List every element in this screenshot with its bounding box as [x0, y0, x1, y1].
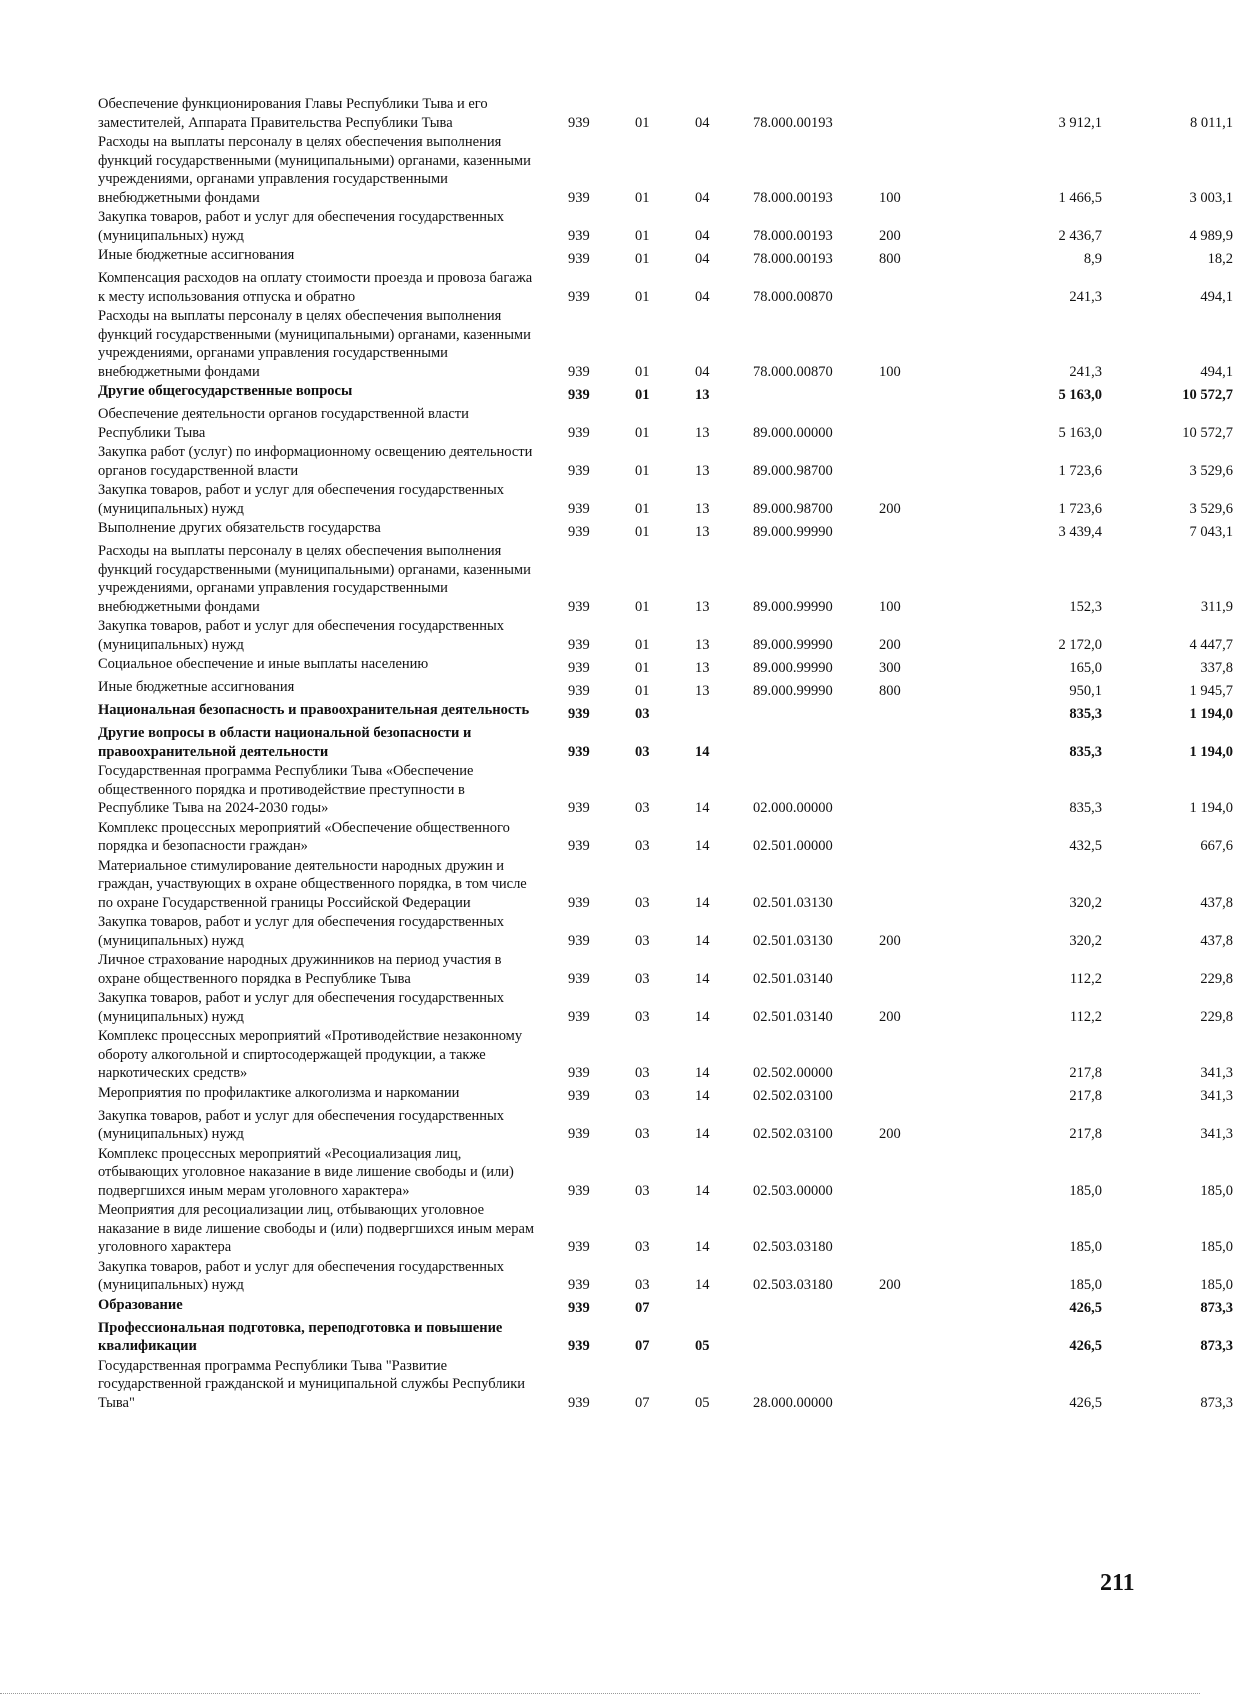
- table-row: [98, 1027, 1233, 1083]
- row-ministry-code: 939: [568, 1277, 590, 1293]
- row-description: Иные бюджетные ассигнования: [98, 247, 295, 263]
- row-description: Закупка товаров, работ и услуг для обеспечения государственных (муниципальных) нужд: [98, 482, 505, 517]
- row-amount-second: 10 572,7: [1182, 424, 1233, 441]
- table-row: [98, 989, 1233, 1026]
- row-target-item-code: 02.502.03100: [753, 1088, 833, 1104]
- row-ministry-code: 939: [568, 1300, 590, 1316]
- row-description: Закупка товаров, работ и услуг для обеспечения государственных (муниципальных) нужд: [98, 618, 505, 653]
- row-ministry-code: 939: [568, 1088, 590, 1104]
- row-amount-first: 112,2: [1069, 970, 1102, 987]
- table-row: [98, 382, 1233, 404]
- row-ministry-code: 939: [568, 970, 590, 987]
- row-ministry-code: 939: [568, 189, 590, 206]
- row-ministry-code: 939: [568, 838, 590, 854]
- row-amount-second: 667,6: [1200, 838, 1233, 854]
- row-target-item-code: 89.000.99990: [753, 659, 833, 676]
- table-row: [98, 913, 1233, 950]
- row-amount-first: 426,5: [1069, 1338, 1102, 1354]
- row-amount-second: 3 003,1: [1189, 189, 1233, 206]
- row-ministry-code: 939: [568, 705, 590, 722]
- row-section-code: 03: [635, 932, 650, 949]
- row-amount-second: 3 529,6: [1189, 462, 1233, 479]
- row-ministry-code: 939: [568, 659, 590, 676]
- row-amount-second: 873,3: [1200, 1300, 1233, 1316]
- row-section-code: 03: [635, 1239, 650, 1255]
- row-expense-type-code: 200: [879, 1126, 901, 1142]
- table-row: [98, 1145, 1233, 1201]
- row-subsection-code: 04: [695, 250, 710, 267]
- row-description: Закупка работ (услуг) по информационному освещению деятельности органов государственной власти: [98, 444, 533, 479]
- row-amount-second: 1 194,0: [1189, 743, 1233, 760]
- row-section-code: 01: [635, 386, 650, 403]
- row-subsection-code: 13: [695, 682, 710, 699]
- row-amount-first: 2 436,7: [1058, 227, 1102, 244]
- row-description: Закупка товаров, работ и услуг для обеспечения государственных (муниципальных) нужд: [98, 990, 505, 1025]
- row-section-code: 01: [635, 462, 650, 479]
- row-amount-first: 8,9: [1083, 250, 1102, 267]
- row-amount-second: 494,1: [1200, 363, 1233, 380]
- row-target-item-code: 28.000.00000: [753, 1394, 833, 1411]
- row-ministry-code: 939: [568, 227, 590, 244]
- row-description: Расходы на выплаты персоналу в целях обеспечения выполнения функций государственными (муниципальными) органами, казенными учреждениями, органами управления государственными внебюджетными фондами: [98, 134, 531, 206]
- row-subsection-code: 04: [695, 189, 710, 206]
- row-ministry-code: 939: [568, 1182, 590, 1199]
- row-subsection-code: 14: [695, 1239, 710, 1255]
- row-amount-first: 1 723,6: [1058, 500, 1102, 517]
- row-ministry-code: 939: [568, 636, 590, 653]
- row-section-code: 01: [635, 227, 650, 244]
- row-ministry-code: 939: [568, 1394, 590, 1411]
- row-subsection-code: 05: [695, 1394, 710, 1411]
- row-amount-first: 3 912,1: [1058, 114, 1102, 131]
- row-section-code: 01: [635, 500, 650, 517]
- row-target-item-code: 89.000.99990: [753, 523, 833, 540]
- row-amount-second: 4 989,9: [1189, 227, 1233, 244]
- row-subsection-code: 14: [695, 894, 710, 911]
- row-target-item-code: 89.000.00000: [753, 424, 833, 441]
- table-row: [98, 307, 1233, 381]
- row-subsection-code: 13: [695, 523, 710, 540]
- table-row: [98, 519, 1233, 541]
- row-amount-second: 10 572,7: [1182, 386, 1233, 403]
- row-ministry-code: 939: [568, 682, 590, 699]
- row-subsection-code: 14: [695, 800, 710, 816]
- table-row: [98, 246, 1233, 268]
- row-ministry-code: 939: [568, 114, 590, 131]
- row-description: Профессиональная подготовка, переподготовка и повышение квалификации: [98, 1319, 503, 1354]
- row-amount-second: 437,8: [1200, 894, 1233, 911]
- row-amount-second: 337,8: [1200, 659, 1233, 676]
- row-expense-type-code: 200: [879, 932, 901, 949]
- row-description: Национальная безопасность и правоохранительная деятельность: [98, 702, 530, 718]
- row-amount-second: 185,0: [1200, 1239, 1233, 1255]
- row-description: Выполнение других обязательств государства: [98, 520, 381, 536]
- table-row: [98, 762, 1233, 818]
- table-row: [98, 1357, 1233, 1413]
- row-target-item-code: 78.000.00870: [753, 363, 833, 380]
- row-subsection-code: 13: [695, 636, 710, 653]
- row-ministry-code: 939: [568, 288, 590, 305]
- row-amount-second: 185,0: [1200, 1182, 1233, 1199]
- row-amount-second: 229,8: [1200, 1008, 1233, 1025]
- row-target-item-code: 78.000.00193: [753, 114, 833, 131]
- row-amount-first: 5 163,0: [1058, 424, 1102, 441]
- row-ministry-code: 939: [568, 424, 590, 441]
- row-target-item-code: 89.000.99990: [753, 636, 833, 653]
- row-amount-first: 5 163,0: [1058, 386, 1102, 403]
- row-section-code: 01: [635, 598, 650, 615]
- row-ministry-code: 939: [568, 1126, 590, 1142]
- table-row: [98, 443, 1233, 480]
- row-amount-first: 217,8: [1069, 1088, 1102, 1104]
- row-description: Обеспечение деятельности органов государственной власти Республики Тыва: [98, 406, 469, 441]
- row-section-code: 01: [635, 250, 650, 267]
- row-amount-second: 229,8: [1200, 970, 1233, 987]
- row-description: Образование: [98, 1296, 183, 1313]
- row-amount-second: 873,3: [1200, 1338, 1233, 1354]
- row-subsection-code: 04: [695, 288, 710, 305]
- row-amount-first: 426,5: [1069, 1394, 1102, 1411]
- page-number: 211: [1100, 1570, 1135, 1596]
- row-description: Другие вопросы в области национальной безопасности и правоохранительной деятельности: [98, 725, 472, 760]
- row-amount-first: 165,0: [1069, 659, 1102, 676]
- row-section-code: 01: [635, 682, 650, 699]
- row-description: Меоприятия для ресоциализации лиц, отбывающих уголовное наказание в виде лишение свободы и (или) подвергшихся иным мерам уголовного характера: [98, 1202, 535, 1255]
- table-row: [98, 701, 1233, 723]
- row-amount-first: 835,3: [1069, 705, 1102, 722]
- table-row: [98, 655, 1233, 677]
- row-amount-second: 1 945,7: [1189, 682, 1233, 699]
- row-description: Материальное стимулирование деятельности народных дружин и граждан, участвующих в охране общественного порядка, в том числе по охране Государственной границы Российской Федерации: [98, 857, 527, 911]
- budget-table: [98, 95, 1233, 1413]
- row-amount-second: 4 447,7: [1189, 636, 1233, 653]
- row-target-item-code: 02.501.03130: [753, 932, 833, 949]
- row-amount-second: 185,0: [1200, 1277, 1233, 1293]
- row-amount-second: 341,3: [1200, 1088, 1233, 1104]
- row-section-code: 03: [635, 705, 650, 722]
- row-section-code: 01: [635, 288, 650, 305]
- table-row: [98, 1084, 1233, 1106]
- row-subsection-code: 14: [695, 838, 710, 854]
- row-description: Закупка товаров, работ и услуг для обеспечения государственных (муниципальных) нужд: [98, 914, 505, 949]
- row-expense-type-code: 800: [879, 250, 901, 267]
- row-amount-first: 3 439,4: [1058, 523, 1102, 540]
- row-subsection-code: 04: [695, 227, 710, 244]
- row-ministry-code: 939: [568, 500, 590, 517]
- row-subsection-code: 13: [695, 424, 710, 441]
- row-expense-type-code: 100: [879, 598, 901, 615]
- row-ministry-code: 939: [568, 894, 590, 911]
- row-description: Закупка товаров, работ и услуг для обеспечения государственных (муниципальных) нужд: [98, 209, 505, 244]
- row-ministry-code: 939: [568, 743, 590, 760]
- row-amount-first: 426,5: [1069, 1300, 1102, 1316]
- row-description: Личное страхование народных дружинников на период участия в охране общественного порядка в Республике Тыва: [98, 952, 502, 987]
- row-target-item-code: 02.501.03140: [753, 1008, 833, 1025]
- row-ministry-code: 939: [568, 1008, 590, 1025]
- row-section-code: 07: [635, 1394, 650, 1411]
- row-section-code: 03: [635, 1277, 650, 1293]
- row-expense-type-code: 100: [879, 189, 901, 206]
- row-section-code: 01: [635, 424, 650, 441]
- row-amount-second: 1 194,0: [1189, 800, 1233, 816]
- row-amount-first: 432,5: [1069, 838, 1102, 854]
- row-amount-second: 1 194,0: [1189, 705, 1233, 722]
- row-target-item-code: 78.000.00193: [753, 227, 833, 244]
- row-description: Расходы на выплаты персоналу в целях обеспечения выполнения функций государственными (муниципальными) органами, казенными учреждениями, органами управления государственными внебюджетными фондами: [98, 543, 531, 615]
- row-target-item-code: 02.501.03140: [753, 970, 833, 987]
- row-section-code: 03: [635, 1065, 650, 1081]
- row-section-code: 01: [635, 523, 650, 540]
- row-section-code: 01: [635, 114, 650, 131]
- table-row: [98, 1201, 1233, 1257]
- row-ministry-code: 939: [568, 363, 590, 380]
- row-description: Мероприятия по профилактике алкоголизма и наркомании: [98, 1084, 460, 1101]
- row-description: Закупка товаров, работ и услуг для обеспечения государственных (муниципальных) нужд: [98, 1258, 505, 1293]
- row-subsection-code: 13: [695, 462, 710, 479]
- row-section-code: 03: [635, 838, 650, 854]
- row-subsection-code: 14: [695, 1182, 710, 1199]
- row-subsection-code: 14: [695, 1277, 710, 1293]
- row-subsection-code: 14: [695, 1008, 710, 1025]
- row-ministry-code: 939: [568, 250, 590, 267]
- table-row: [98, 405, 1233, 442]
- row-amount-second: 341,3: [1200, 1126, 1233, 1142]
- table-row: [98, 678, 1233, 700]
- row-section-code: 03: [635, 1126, 650, 1142]
- row-amount-first: 2 172,0: [1058, 636, 1102, 653]
- row-description: Государственная программа Республики Тыва «Обеспечение общественного порядка и противодействие преступности в Республике Тыва на 2024-2030 годы»: [98, 763, 474, 816]
- row-expense-type-code: 800: [879, 682, 901, 699]
- table-row: [98, 857, 1233, 913]
- row-amount-first: 152,3: [1069, 598, 1102, 615]
- row-amount-first: 185,0: [1069, 1277, 1102, 1293]
- row-subsection-code: 13: [695, 500, 710, 517]
- row-target-item-code: 89.000.99990: [753, 682, 833, 699]
- row-expense-type-code: 200: [879, 500, 901, 517]
- row-amount-first: 950,1: [1069, 682, 1102, 699]
- row-amount-first: 185,0: [1069, 1239, 1102, 1255]
- row-section-code: 07: [635, 1300, 650, 1316]
- row-description: Компенсация расходов на оплату стоимости проезда и провоза багажа к месту использования отпуска и обратно: [98, 270, 533, 305]
- row-expense-type-code: 100: [879, 363, 901, 380]
- row-amount-first: 217,8: [1069, 1126, 1102, 1142]
- row-amount-first: 112,2: [1069, 1008, 1102, 1025]
- row-amount-second: 3 529,6: [1189, 500, 1233, 517]
- row-expense-type-code: 200: [879, 636, 901, 653]
- row-section-code: 03: [635, 894, 650, 911]
- row-section-code: 03: [635, 743, 650, 760]
- row-description: Иные бюджетные ассигнования: [98, 679, 295, 695]
- row-subsection-code: 14: [695, 1065, 710, 1081]
- row-target-item-code: 02.501.00000: [753, 838, 833, 854]
- row-ministry-code: 939: [568, 1338, 590, 1354]
- row-ministry-code: 939: [568, 800, 590, 816]
- row-amount-first: 835,3: [1069, 743, 1102, 760]
- row-description: Государственная программа Республики Тыва "Развитие государственной гражданской и муниципальной службы Республики Тыва": [98, 1357, 526, 1411]
- row-section-code: 03: [635, 1088, 650, 1104]
- row-amount-second: 311,9: [1200, 598, 1233, 615]
- table-row: [98, 819, 1233, 856]
- row-ministry-code: 939: [568, 462, 590, 479]
- row-expense-type-code: 200: [879, 1277, 901, 1293]
- row-target-item-code: 89.000.98700: [753, 500, 833, 517]
- table-row: [98, 724, 1233, 761]
- row-amount-first: 320,2: [1069, 932, 1102, 949]
- row-amount-second: 8 011,1: [1190, 114, 1233, 131]
- row-description: Комплекс процессных мероприятий «Ресоциализация лиц, отбывающих уголовное наказание в виде лишение свободы и (или) подвергшихся иным мерам уголовного характера»: [98, 1145, 514, 1199]
- row-amount-first: 241,3: [1069, 363, 1102, 380]
- row-expense-type-code: 300: [879, 659, 901, 676]
- row-amount-first: 1 466,5: [1058, 189, 1102, 206]
- row-subsection-code: 14: [695, 970, 710, 987]
- table-row: [98, 1319, 1233, 1356]
- table-row: [98, 269, 1233, 306]
- row-subsection-code: 04: [695, 363, 710, 380]
- row-subsection-code: 04: [695, 114, 710, 131]
- row-target-item-code: 78.000.00193: [753, 189, 833, 206]
- row-description: Социальное обеспечение и иные выплаты населению: [98, 656, 429, 672]
- row-target-item-code: 02.503.00000: [753, 1182, 833, 1199]
- row-target-item-code: 02.000.00000: [753, 800, 833, 816]
- row-amount-second: 437,8: [1200, 932, 1233, 949]
- row-subsection-code: 14: [695, 932, 710, 949]
- row-amount-first: 835,3: [1069, 800, 1102, 816]
- row-target-item-code: 78.000.00193: [753, 250, 833, 267]
- row-target-item-code: 02.503.03180: [753, 1277, 833, 1293]
- row-amount-first: 217,8: [1069, 1065, 1102, 1081]
- row-description: Расходы на выплаты персоналу в целях обеспечения выполнения функций государственными (муниципальными) органами, казенными учреждениями, органами управления государственными внебюджетными фондами: [98, 308, 531, 380]
- row-target-item-code: 02.502.00000: [753, 1065, 833, 1081]
- row-description: Обеспечение функционирования Главы Республики Тыва и его заместителей, Аппарата Правительства Республики Тыва: [98, 96, 488, 131]
- row-section-code: 01: [635, 189, 650, 206]
- table-row: [98, 1107, 1233, 1144]
- table-row: [98, 951, 1233, 988]
- row-ministry-code: 939: [568, 386, 590, 403]
- row-amount-second: 341,3: [1200, 1065, 1233, 1081]
- row-ministry-code: 939: [568, 598, 590, 615]
- row-ministry-code: 939: [568, 1065, 590, 1081]
- row-amount-second: 7 043,1: [1189, 523, 1233, 540]
- row-description: Другие общегосударственные вопросы: [98, 383, 353, 399]
- row-subsection-code: 13: [695, 386, 710, 403]
- row-section-code: 01: [635, 636, 650, 653]
- table-row: [98, 542, 1233, 616]
- row-subsection-code: 13: [695, 659, 710, 676]
- table-row: [98, 1258, 1233, 1295]
- row-subsection-code: 14: [695, 1088, 710, 1104]
- row-subsection-code: 05: [695, 1338, 710, 1354]
- row-target-item-code: 02.503.03180: [753, 1239, 833, 1255]
- row-ministry-code: 939: [568, 523, 590, 540]
- row-section-code: 03: [635, 800, 650, 816]
- row-target-item-code: 89.000.98700: [753, 462, 833, 479]
- row-subsection-code: 14: [695, 1126, 710, 1142]
- row-amount-second: 873,3: [1200, 1394, 1233, 1411]
- row-description: Комплекс процессных мероприятий «Противодействие незаконному обороту алкогольной и спиртосодержащей продукции, а также наркотических средств»: [98, 1028, 523, 1081]
- table-row: [98, 617, 1233, 654]
- row-amount-first: 1 723,6: [1058, 462, 1102, 479]
- row-expense-type-code: 200: [879, 227, 901, 244]
- table-row: [98, 133, 1233, 207]
- row-subsection-code: 13: [695, 598, 710, 615]
- row-section-code: 01: [635, 659, 650, 676]
- row-expense-type-code: 200: [879, 1008, 901, 1025]
- row-description: Закупка товаров, работ и услуг для обеспечения государственных (муниципальных) нужд: [98, 1107, 505, 1142]
- table-row: [98, 208, 1233, 245]
- row-amount-first: 320,2: [1069, 894, 1102, 911]
- row-amount-second: 18,2: [1207, 250, 1233, 267]
- row-ministry-code: 939: [568, 1239, 590, 1255]
- row-section-code: 07: [635, 1338, 650, 1354]
- row-section-code: 03: [635, 1182, 650, 1199]
- row-target-item-code: 02.502.03100: [753, 1126, 833, 1142]
- row-section-code: 03: [635, 1008, 650, 1025]
- scan-edge-line: [0, 1693, 1200, 1695]
- row-description: Комплекс процессных мероприятий «Обеспечение общественного порядка и безопасности граждан»: [98, 819, 510, 854]
- row-amount-second: 494,1: [1200, 288, 1233, 305]
- row-amount-first: 185,0: [1069, 1182, 1102, 1199]
- row-section-code: 03: [635, 970, 650, 987]
- row-target-item-code: 78.000.00870: [753, 288, 833, 305]
- table-row: [98, 1296, 1233, 1318]
- row-ministry-code: 939: [568, 932, 590, 949]
- row-target-item-code: 02.501.03130: [753, 894, 833, 911]
- row-subsection-code: 14: [695, 743, 710, 760]
- table-row: [98, 481, 1233, 518]
- row-amount-first: 241,3: [1069, 288, 1102, 305]
- row-target-item-code: 89.000.99990: [753, 598, 833, 615]
- row-section-code: 01: [635, 363, 650, 380]
- table-row: [98, 95, 1233, 132]
